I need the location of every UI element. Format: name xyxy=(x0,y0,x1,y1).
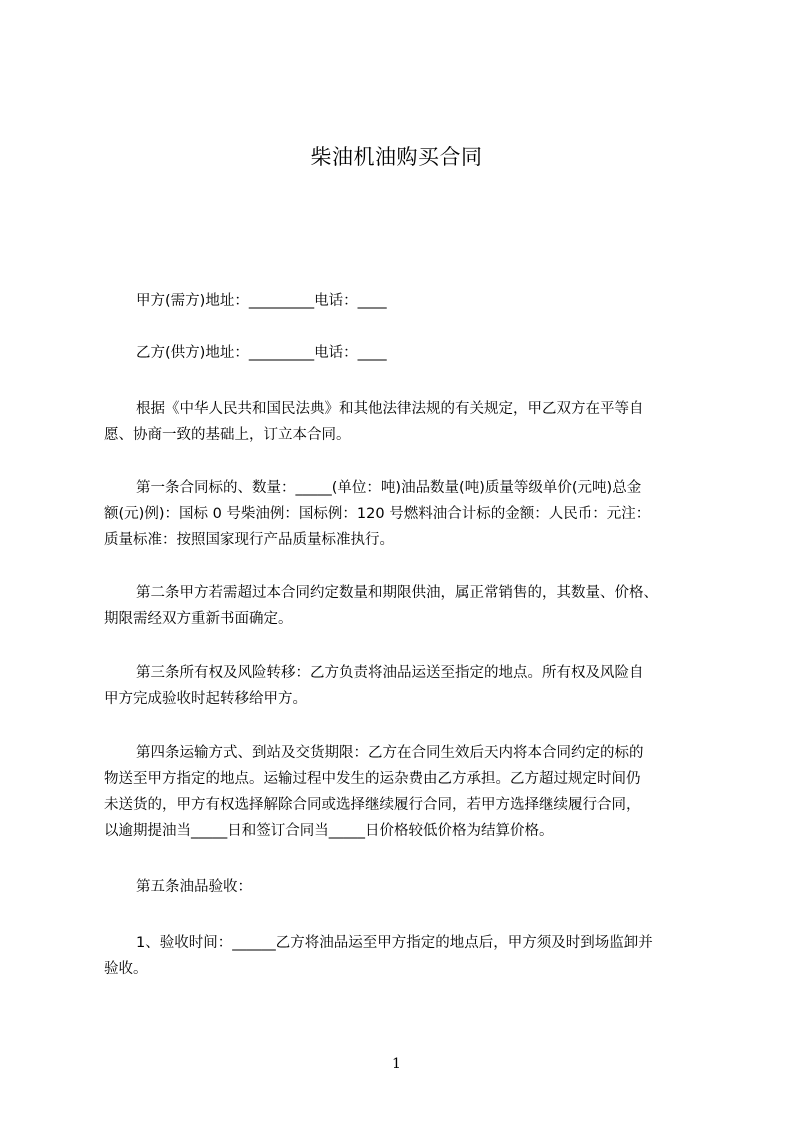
article-1-line: 质量标准：按照国家现行产品质量标准执行。 xyxy=(104,532,394,548)
article-2-line: 第二条甲方若需超过本合同约定数量和期限供油，属正常销售的，其数量、价格、 xyxy=(136,585,658,601)
article-4-paragraph xyxy=(104,740,710,844)
article-3-paragraph xyxy=(104,660,710,712)
page-number: 1 xyxy=(392,1056,401,1072)
party-b-line xyxy=(104,340,710,366)
article-3-line: 甲方完成验收时起转移给甲方。 xyxy=(104,691,307,707)
preamble-line: 愿、协商一致的基础上，订立本合同。 xyxy=(104,427,351,443)
article-4-line: 物送至甲方指定的地点。运输过程中发生的运杂费由乙方承担。乙方超过规定时间仍 xyxy=(104,771,641,787)
article-5-item-1 xyxy=(104,930,710,982)
document-title: 柴油机油购买合同 xyxy=(310,145,483,169)
party-a-text: 甲方(需方)地址：_________电话：____ xyxy=(136,293,387,309)
party-b-text: 乙方(供方)地址：_________电话：____ xyxy=(136,345,387,361)
article-3-line: 第三条所有权及风险转移：乙方负责将油品运送至指定的地点。所有权及风险自 xyxy=(136,665,644,681)
article-2-line: 期限需经双方重新书面确定。 xyxy=(104,611,293,627)
article-4-line: 以逾期提油当_____日和签订合同当_____日价格较低价格为结算价格。 xyxy=(104,823,554,839)
article-5-item-1-line: 验收。 xyxy=(104,961,148,977)
article-4-line: 第四条运输方式、到站及交货期限：乙方在合同生效后天内将本合同约定的标的 xyxy=(136,745,644,761)
preamble-paragraph xyxy=(104,396,710,448)
article-4-line: 未送货的，甲方有权选择解除合同或选择继续履行合同，若甲方选择继续履行合同， xyxy=(104,797,641,813)
party-a-line xyxy=(104,288,710,314)
preamble-line: 根据《中华人民共和国民法典》和其他法律法规的有关规定，甲乙双方在平等自 xyxy=(136,401,644,417)
article-5-item-1-line: 1、验收时间：______乙方将油品运至甲方指定的地点后，甲方须及时到场监卸并 xyxy=(136,935,653,951)
article-1-paragraph xyxy=(104,475,710,553)
article-2-paragraph xyxy=(104,580,710,632)
article-5-heading-text: 第五条油品验收： xyxy=(136,879,252,895)
article-1-line: 额(元)例)：国标 0 号柴油例：国标例：120 号燃料油合计标的金额：人民币：元注： xyxy=(104,506,651,522)
article-1-line: 第一条合同标的、数量：_____(单位：吨)油品数量(吨)质量等级单价(元吨)总金 xyxy=(136,480,642,496)
article-5-heading xyxy=(104,874,710,900)
